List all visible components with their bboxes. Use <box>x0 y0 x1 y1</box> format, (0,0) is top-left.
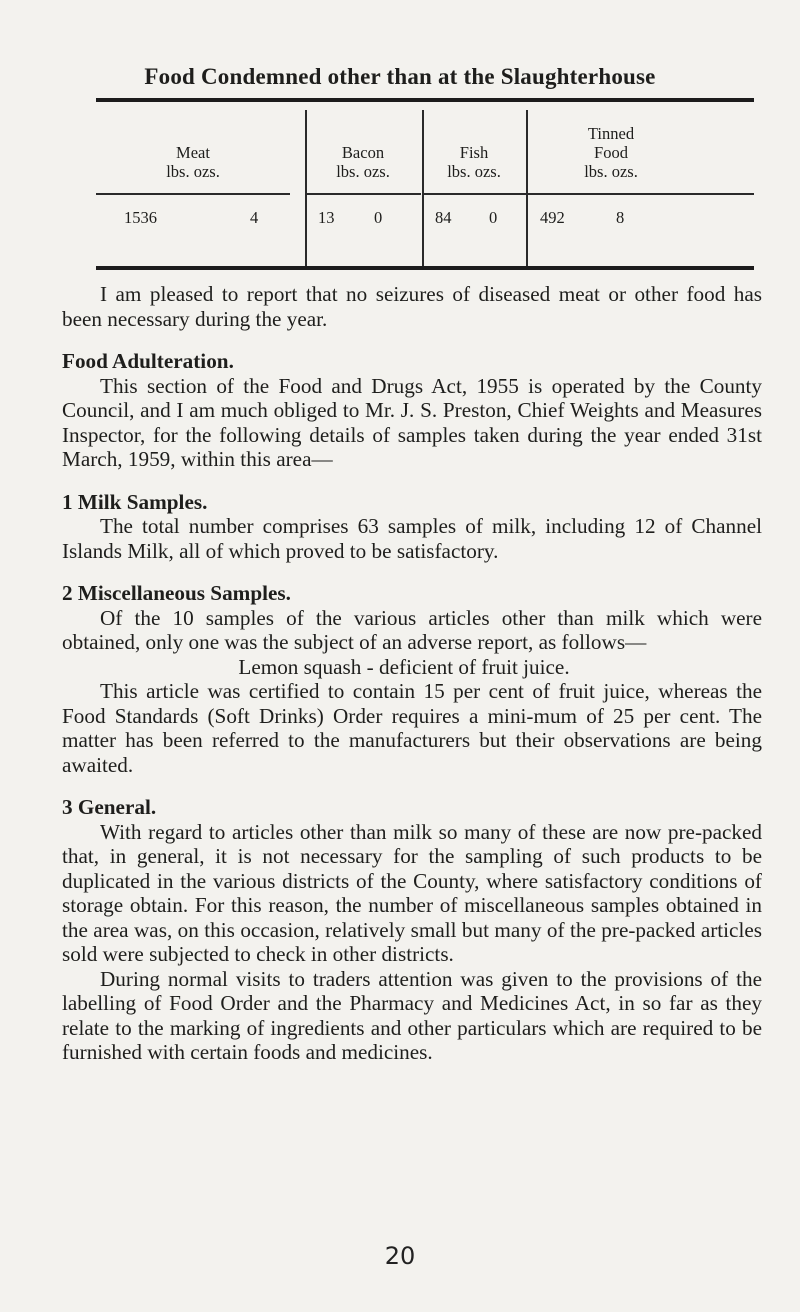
column-divider <box>305 110 307 266</box>
meat-ozs: 4 <box>250 208 259 227</box>
column-units: lbs. ozs. <box>584 162 638 181</box>
misc-item: Lemon squash - deficient of fruit juice. <box>238 654 570 679</box>
page-title: Food Condemned other than at the Slaughterhouse <box>144 64 656 89</box>
condemned-food-table <box>96 98 754 268</box>
bacon-lbs: 13 <box>318 208 335 227</box>
header-underline <box>526 193 754 195</box>
column-units: lbs. ozs. <box>166 162 220 181</box>
page-number: 20 <box>384 1242 416 1270</box>
intro-paragraph: I am pleased to report that no seizures of diseased meat or other food has been necessary during the year. <box>62 282 762 331</box>
header-underline <box>96 193 290 195</box>
section-heading-general: 3 General. <box>62 795 157 819</box>
report-body <box>62 282 762 1065</box>
column-name: Fish <box>459 143 489 162</box>
tinned-food-ozs: 8 <box>616 208 625 227</box>
milk-paragraph: The total number comprises 63 samples of milk, including 12 of Channel Islands Milk, all of which proved to be satisfactory. <box>62 514 762 563</box>
column-header-fish <box>422 143 526 181</box>
fish-lbs: 84 <box>435 208 452 227</box>
column-header-tinned-food <box>526 124 696 181</box>
adulteration-paragraph: This section of the Food and Drugs Act, 1955 is operated by the County Council, and I am much obliged to Mr. J. S. Preston, Chief Weights and Measures Inspector, for the following details of samples taken during the year ended 31st March, 1959, within this area— <box>62 373 762 471</box>
column-name: Tinned <box>587 124 635 143</box>
general-paragraph: With regard to articles other than milk so many of these are now pre-packed that, in general, it is not necessary for the sampling of such products to be duplicated in the various districts of the County, where satisfactory conditions of storage obtain. For this reason, the number of miscellaneous samples obtained in the area was, on this occasion, relatively small but many of the pre-packed articles sold were subjected to check in other districts. <box>62 819 762 966</box>
header-underline <box>422 193 526 195</box>
table-bottom-rule <box>96 266 754 270</box>
tinned-food-lbs: 492 <box>540 208 565 227</box>
header-underline <box>305 193 421 195</box>
misc-paragraph: Of the 10 samples of the various articles other than milk which were obtained, only one was the subject of an adverse report, as follows— <box>62 605 762 654</box>
column-name: Bacon <box>341 143 385 162</box>
column-header-bacon <box>305 143 421 181</box>
section-heading-adulteration: Food Adulteration. <box>62 349 234 373</box>
column-units: lbs. ozs. <box>336 162 390 181</box>
misc-paragraph-2: This article was certified to contain 15 per cent of fruit juice, whereas the Food Standards (Soft Drinks) Order requires a mini-mum of 25 per cent. The matter has been referred to the manufacturers but their observations are being awaited. <box>62 679 762 777</box>
general-paragraph-2: During normal visits to traders attention was given to the provisions of the labelling of Food Order and the Pharmacy and Medicines Act, in so far as they relate to the marking of ingredients and other particulars which are required to be furnished with certain foods and medicines. <box>62 966 762 1064</box>
fish-ozs: 0 <box>489 208 498 227</box>
section-heading-misc: 2 Miscellaneous Samples. <box>62 581 291 605</box>
table-top-rule <box>96 98 754 102</box>
column-units: lbs. ozs. <box>447 162 501 181</box>
column-name: Meat <box>176 143 210 162</box>
bacon-ozs: 0 <box>374 208 383 227</box>
meat-lbs: 1536 <box>124 208 157 227</box>
column-divider <box>422 110 424 266</box>
column-name: Food <box>594 143 628 162</box>
column-header-meat <box>96 143 290 181</box>
section-heading-milk: 1 Milk Samples. <box>62 489 208 514</box>
